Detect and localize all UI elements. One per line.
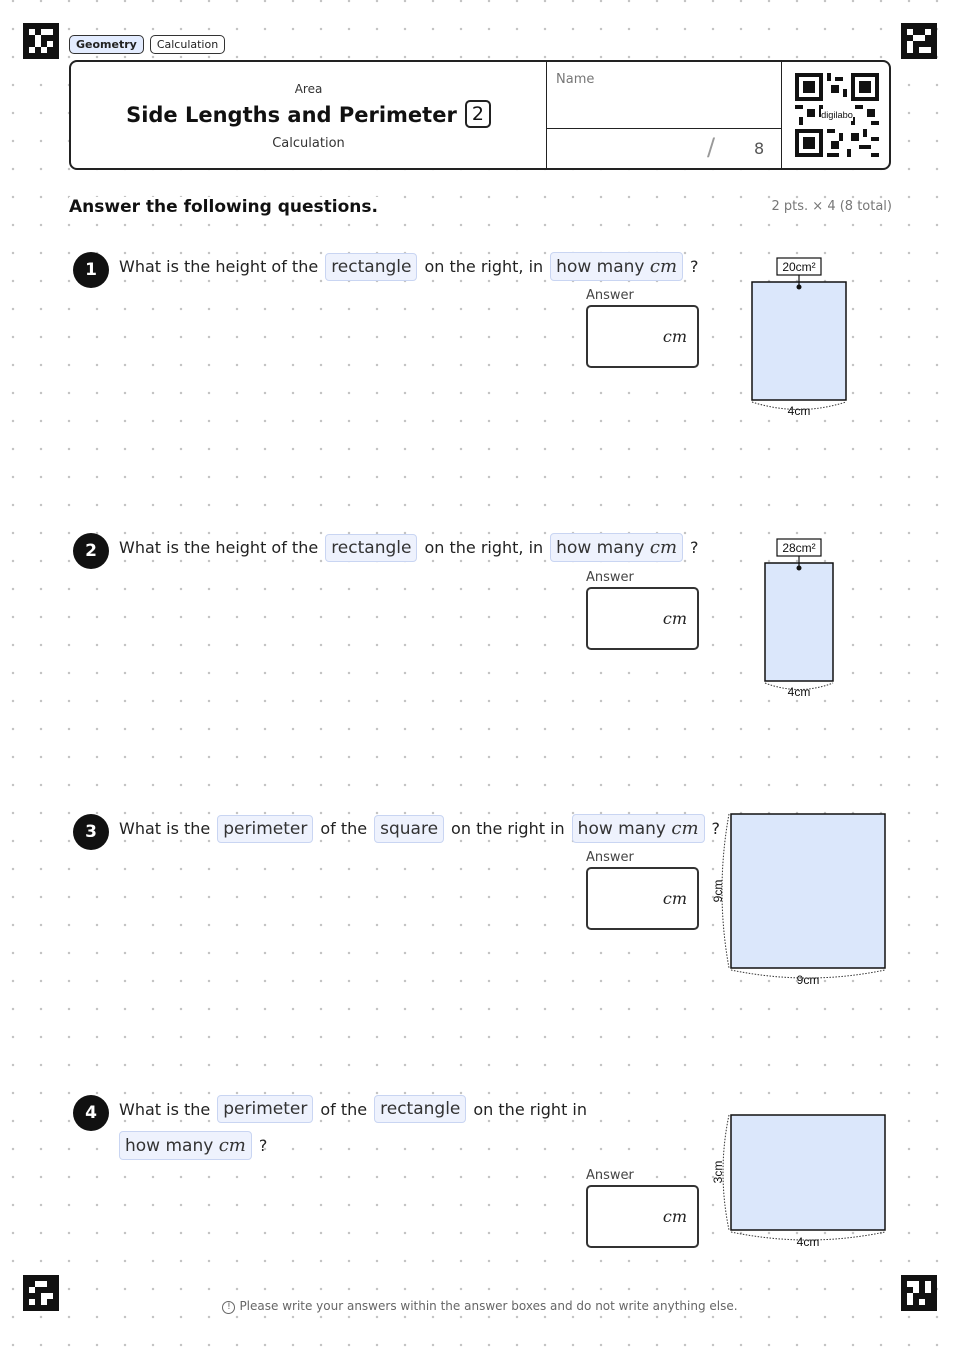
keyword-highlight: rectangle [325, 253, 417, 281]
question-mark: ? [690, 538, 699, 557]
left-length-label: 9cm [711, 879, 725, 903]
subject-tags [69, 35, 225, 54]
instruction: Answer the following questions. [69, 197, 382, 217]
area-pointer-dot [797, 285, 802, 290]
area-label: 28cm² [782, 541, 816, 555]
bottom-length-label: 9cm [796, 973, 820, 987]
figure-4 [700, 1105, 900, 1255]
figure-1 [740, 255, 860, 425]
score-total: 8 [754, 139, 765, 158]
name-field[interactable] [546, 62, 782, 129]
unit-label: cm [218, 1135, 246, 1156]
answer-label: Answer [586, 850, 634, 865]
answer-label: Answer [586, 1168, 634, 1183]
title-block [71, 62, 546, 168]
answer-label: Answer [586, 570, 634, 585]
corner-marker-top-right [901, 23, 937, 59]
area-pointer-dot [797, 566, 802, 571]
left-length-label: 3cm [711, 1160, 725, 1184]
answer-unit: cm [662, 1207, 687, 1226]
question-text-4-line-2 [119, 1131, 274, 1160]
qr-code [781, 62, 890, 168]
unit-label: cm [671, 818, 699, 839]
score-slash: / [707, 133, 716, 161]
answer-box-3[interactable] [586, 867, 699, 930]
answer-unit: cm [662, 609, 687, 628]
keyword-highlight: perimeter [217, 815, 313, 843]
question-mark: ? [258, 1136, 268, 1155]
unit-prefix: how many [556, 538, 645, 558]
figure-2 [740, 536, 860, 706]
question-number-4: 4 [73, 1095, 109, 1131]
question-number-1: 1 [73, 252, 109, 288]
info-icon: ! [222, 1301, 235, 1314]
unit-prefix: how many [577, 819, 666, 839]
name-label: Name [556, 72, 595, 87]
question-text: What is the [119, 1099, 211, 1119]
unit-highlight [550, 533, 683, 562]
worksheet-category: Calculation [272, 136, 345, 151]
question-text: on the right, in [424, 538, 544, 557]
rectangle-shape [752, 282, 846, 400]
score-field [546, 129, 782, 168]
answer-label: Answer [586, 288, 634, 303]
answer-box-2[interactable] [586, 587, 699, 650]
bottom-length-label: 4cm [796, 1235, 820, 1249]
question-number-3: 3 [73, 814, 109, 850]
question-text-1 [119, 252, 706, 281]
question-text: on the right, in [424, 257, 544, 276]
rectangle-shape [765, 563, 833, 681]
question-text: on the right in [451, 819, 565, 838]
question-number-2: 2 [73, 533, 109, 569]
keyword-highlight: rectangle [374, 1095, 466, 1123]
question-text-4 [119, 1095, 594, 1123]
question-text: of the [320, 819, 368, 838]
tag-calculation: Calculation [150, 35, 225, 54]
unit-highlight [119, 1131, 252, 1160]
keyword-highlight: rectangle [325, 534, 417, 562]
worksheet-subtitle: Area [294, 82, 323, 96]
qr-brand-text: digilabo [821, 110, 853, 121]
points-info: 2 pts. × 4 (8 total) [771, 199, 892, 214]
keyword-highlight: perimeter [217, 1095, 313, 1123]
unit-label: cm [649, 537, 678, 558]
question-text-3 [119, 814, 727, 843]
unit-label: cm [649, 256, 678, 277]
question-text: of the [320, 1099, 368, 1119]
area-label: 20cm² [782, 260, 816, 274]
answer-box-4[interactable] [586, 1185, 699, 1248]
answer-unit: cm [662, 889, 687, 908]
worksheet-title [71, 100, 546, 128]
bottom-length-label: 4cm [787, 404, 811, 418]
question-text: What is the height of the [119, 538, 319, 557]
bottom-length-label: 4cm [787, 685, 811, 699]
unit-highlight [572, 814, 705, 843]
answer-unit: cm [662, 327, 687, 346]
unit-highlight [550, 252, 683, 281]
tag-geometry: Geometry [69, 35, 144, 54]
figure-3 [700, 805, 900, 995]
question-mark: ? [711, 819, 721, 838]
keyword-highlight: square [374, 815, 444, 843]
title-text: Side Lengths and Perimeter [126, 103, 457, 127]
rectangle-shape [731, 1115, 885, 1230]
question-mark: ? [690, 257, 699, 276]
unit-prefix: how many [125, 1136, 214, 1156]
question-text: What is the [119, 819, 211, 838]
question-text: on the right in [473, 1099, 588, 1119]
footer-note [0, 1299, 960, 1314]
square-shape [731, 814, 885, 968]
qr-code-icon [795, 73, 879, 157]
unit-prefix: how many [556, 257, 645, 277]
question-text-2 [119, 533, 706, 562]
worksheet-header [69, 60, 891, 170]
worksheet-number: 2 [465, 100, 491, 128]
corner-marker-top-left [23, 23, 59, 59]
footer-text: Please write your answers within the answer boxes and do not write anything else. [239, 1299, 738, 1313]
question-text: What is the height of the [119, 257, 319, 276]
answer-box-1[interactable] [586, 305, 699, 368]
